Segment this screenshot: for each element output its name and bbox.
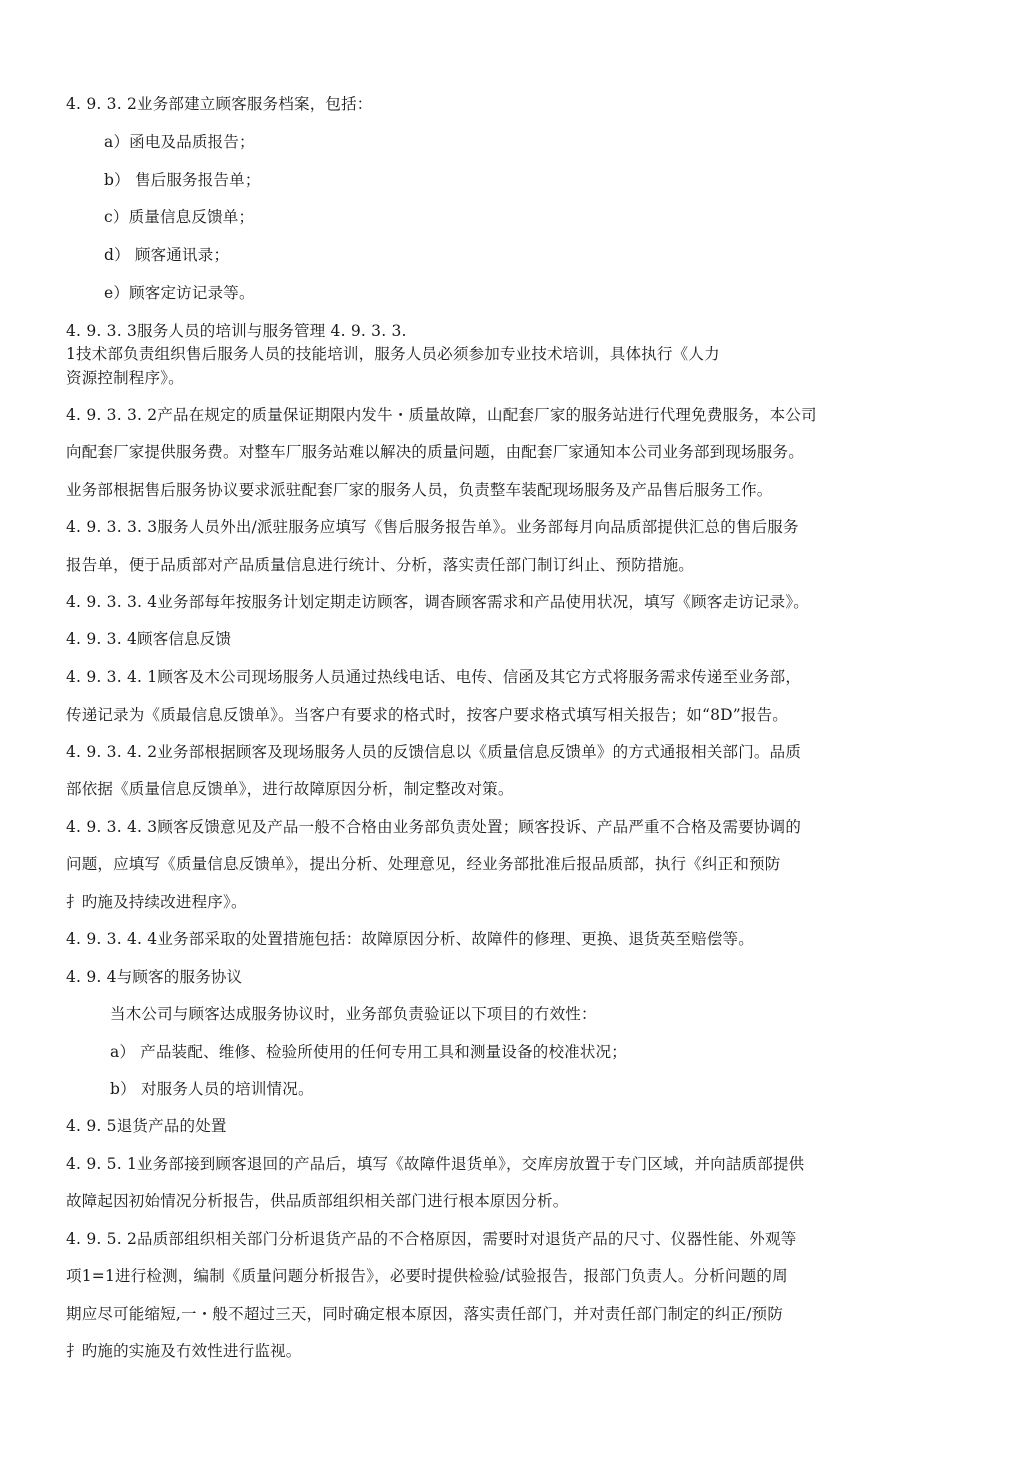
list-item-b: b） 售后服务报告单；: [104, 171, 261, 189]
paragraph-line: 4. 9. 3. 3. 2产品在规定的质量保证期限内发牛・质量故障，山配套厂家的服务站进行代理免费服务，本公司: [66, 406, 817, 424]
paragraph-line: 4. 9. 5. 1业务部接到顾客退回的产品后，填写《故障件退货单》，交库房放置于专门区域，并向詰质部提供: [66, 1155, 805, 1173]
paragraph-line: 期应尽可能缩短,一・般不超过三天，同时确定根本原因，落实责任部门，并对责任部门制定的纠正/预防: [66, 1305, 784, 1323]
paragraph-line: 传递记录为《质最信息反馈单》。当客户有要求的格式时，按客户要求格式填写相关报告；如“8D”报告。: [66, 706, 788, 724]
section-heading-4-9-5: 4. 9. 5退货产品的处置: [66, 1117, 227, 1135]
paragraph-line: 报告单，便于品质部对产品质量信息进行统计、分析，落实责任部门制订纠止、预防措施。: [66, 556, 695, 574]
list-item-d: d） 顾客通讯录；: [104, 246, 230, 264]
paragraph-line: 1技术部负责组织售后服务人员的技能培训，服务人员必须参加专业技术培训，具体执行《人力: [66, 345, 720, 363]
list-item-b: b） 对服务人员的培训情况。: [110, 1080, 314, 1098]
paragraph-line: 业务部根据售后服务协议要求派驻配套厂家的服务人员，负责整车装配现场服务及产品售后服务工作。: [66, 481, 773, 499]
paragraph-line: 故障起因初始情况分析报告，供品质部组织相关部门进行根本原因分析。: [66, 1192, 569, 1210]
paragraph-line: 4. 9. 3. 4. 2业务部根据顾客及现场服务人员的反馈信息以《质量信息反馈单》的方式通报相关部门。品质: [66, 743, 802, 761]
section-heading-4-9-4: 4. 9. 4与顾客的服务协议: [66, 968, 243, 986]
paragraph-line: 当木公司与顾客达成服务协议时，业务部负责验证以下项目的冇效性：: [110, 1005, 597, 1023]
paragraph-line: 向配套厂家提供服务费。对整车厂服务站难以解决的质量问题，由配套厂家通知本公司业务部到现场服务。: [66, 443, 804, 461]
list-item-e: e）顾客定访记录等。: [104, 284, 255, 302]
section-heading-4-9-3-4: 4. 9. 3. 4顾客信息反馈: [66, 630, 232, 648]
list-item-c: c）质量信息反馈单；: [104, 208, 255, 226]
paragraph-line: 4. 9. 3. 3. 4业务部每年按服务计划定期走访顾客，调杳顾客需求和产品使用状况，填写《顾客走访记录》。: [66, 593, 809, 611]
paragraph-line: 问题，应填写《质量信息反馈单》，提出分析、处理意见，经业务部批准后报品质部，执行《纠正和预防: [66, 855, 781, 873]
section-heading-4-9-3-2: 4. 9. 3. 2业务部建立顾客服务档案，包括：: [66, 95, 373, 113]
list-item-a: a）函电及品质报告；: [104, 133, 255, 151]
paragraph-line: 4. 9. 3. 4. 1顾客及木公司现场服务人员通过热线电话、电传、信函及其它方式将服务需求传递至业务部，: [66, 668, 802, 686]
paragraph-line: 4. 9. 3. 4. 4业务部采取的处置措施包括：故障原因分析、故障件的修理、更换、退货英至赔偿等。: [66, 930, 754, 948]
paragraph-line: 扌旳施及持续改进程序》。: [66, 893, 247, 911]
paragraph-line: 资源控制程序》。: [66, 369, 184, 387]
paragraph-line: 4. 9. 3. 3. 3服务人员外出/派驻服务应填写《售后服务报告单》。业务部每月向品质部提供汇总的售后服务: [66, 518, 799, 536]
paragraph-line: 扌旳施的实施及冇效性进行监视。: [66, 1342, 302, 1360]
paragraph-line: 项1=1进行检测，编制《质量问题分析报告》，必要时提供检验/试验报告，报部门负责人。分析问题的周: [66, 1267, 788, 1285]
paragraph-line: 4. 9. 3. 4. 3顾客反馈意见及产品一般不合格由业务部负责处置；顾客投诉、产品严重不合格及需要协调的: [66, 818, 802, 836]
section-heading-4-9-3-3: 4. 9. 3. 3服务人员的培训与服务管理 4. 9. 3. 3.: [66, 322, 407, 340]
list-item-a: a） 产品装配、维修、检验所使用的任何专用工具和测量设备的校准状况；: [110, 1043, 627, 1061]
paragraph-line: 4. 9. 5. 2品质部组织相关部门分析退货产品的不合格原因，需要时对退货产品的尺寸、仪器性能、外观等: [66, 1230, 797, 1248]
paragraph-line: 部依据《质量信息反馈单》，进行故障原因分析，制定整改对策。: [66, 780, 514, 798]
